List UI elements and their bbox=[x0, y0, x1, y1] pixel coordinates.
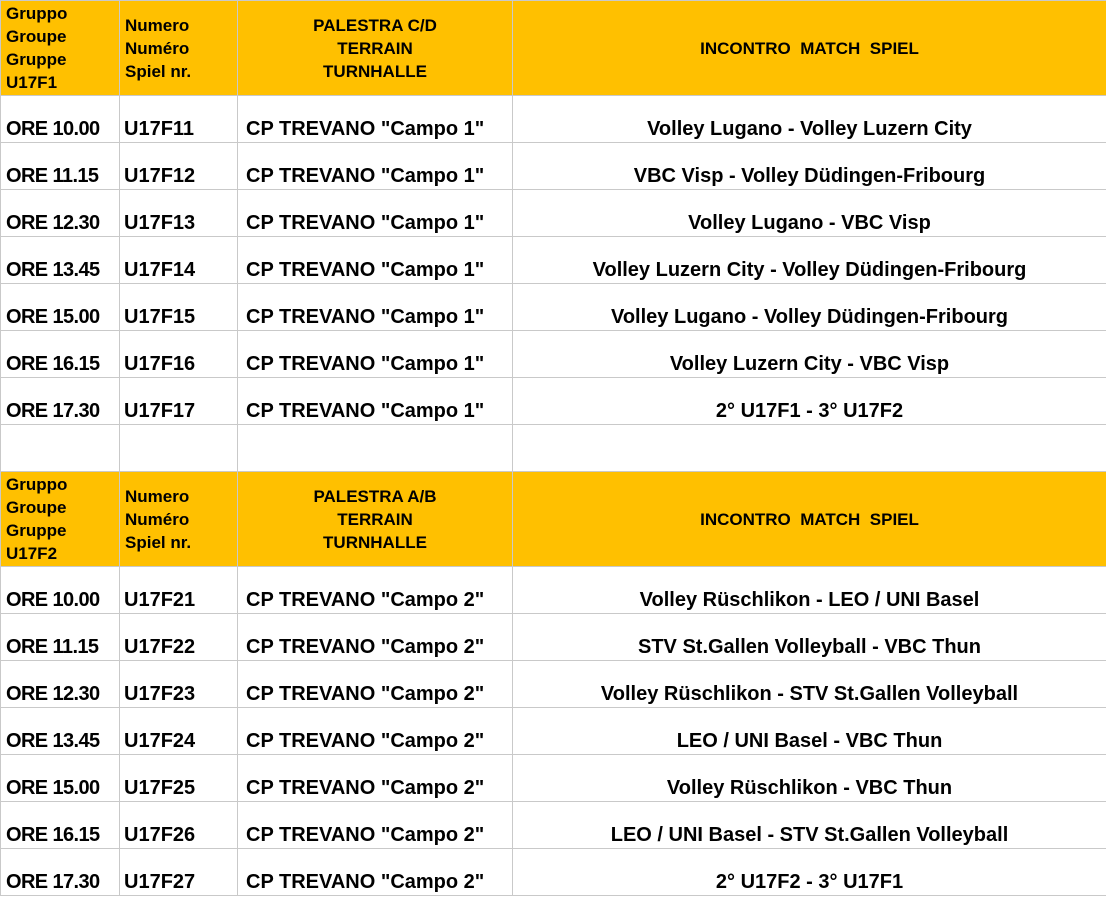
table-row bbox=[1, 614, 1106, 661]
match-cell: VBC Visp - Volley Düdingen-Fribourg bbox=[513, 143, 1106, 190]
table-row bbox=[1, 284, 1106, 331]
spacer-row bbox=[1, 425, 1106, 472]
group2-header-row bbox=[1, 472, 1106, 567]
match-cell: STV St.Gallen Volleyball - VBC Thun bbox=[513, 614, 1106, 661]
match-cell: Volley Lugano - VBC Visp bbox=[513, 190, 1106, 237]
time-cell: ORE 13.45 bbox=[1, 708, 120, 755]
time-cell: ORE 15.00 bbox=[1, 755, 120, 802]
match-number-cell: U17F27 bbox=[120, 849, 238, 896]
match-cell: Volley Rüschlikon - VBC Thun bbox=[513, 755, 1106, 802]
venue-header-cell: PALESTRA C/D TERRAIN TURNHALLE bbox=[238, 1, 513, 96]
group1-header-row bbox=[1, 1, 1106, 96]
match-number-cell: U17F24 bbox=[120, 708, 238, 755]
venue-cell: CP TREVANO "Campo 2" bbox=[238, 849, 513, 896]
match-cell: 2° U17F2 - 3° U17F1 bbox=[513, 849, 1106, 896]
time-cell: ORE 16.15 bbox=[1, 802, 120, 849]
venue-cell: CP TREVANO "Campo 2" bbox=[238, 661, 513, 708]
time-cell: ORE 16.15 bbox=[1, 331, 120, 378]
venue-cell: CP TREVANO "Campo 1" bbox=[238, 331, 513, 378]
match-number-cell: U17F17 bbox=[120, 378, 238, 425]
time-cell: ORE 10.00 bbox=[1, 96, 120, 143]
venue-cell: CP TREVANO "Campo 1" bbox=[238, 143, 513, 190]
match-number-cell: U17F11 bbox=[120, 96, 238, 143]
match-cell: LEO / UNI Basel - VBC Thun bbox=[513, 708, 1106, 755]
table-row bbox=[1, 143, 1106, 190]
match-header-cell: INCONTRO MATCH SPIEL bbox=[513, 472, 1106, 567]
venue-cell: CP TREVANO "Campo 2" bbox=[238, 802, 513, 849]
time-cell: ORE 17.30 bbox=[1, 378, 120, 425]
venue-cell: CP TREVANO "Campo 1" bbox=[238, 190, 513, 237]
venue-cell: CP TREVANO "Campo 1" bbox=[238, 378, 513, 425]
venue-cell: CP TREVANO "Campo 1" bbox=[238, 284, 513, 331]
match-number-cell: U17F23 bbox=[120, 661, 238, 708]
match-number-cell: U17F25 bbox=[120, 755, 238, 802]
table-row bbox=[1, 755, 1106, 802]
group2-rows bbox=[1, 567, 1106, 896]
group-header-cell: Gruppo Groupe Gruppe U17F2 bbox=[1, 472, 120, 567]
venue-cell: CP TREVANO "Campo 2" bbox=[238, 755, 513, 802]
venue-cell: CP TREVANO "Campo 1" bbox=[238, 96, 513, 143]
match-cell: Volley Luzern City - VBC Visp bbox=[513, 331, 1106, 378]
table-row bbox=[1, 708, 1106, 755]
table-row bbox=[1, 849, 1106, 896]
match-number-cell: U17F14 bbox=[120, 237, 238, 284]
match-cell: Volley Rüschlikon - LEO / UNI Basel bbox=[513, 567, 1106, 614]
table-row bbox=[1, 802, 1106, 849]
time-cell: ORE 17.30 bbox=[1, 849, 120, 896]
table-row bbox=[1, 378, 1106, 425]
venue-header-cell: PALESTRA A/B TERRAIN TURNHALLE bbox=[238, 472, 513, 567]
table-row bbox=[1, 331, 1106, 378]
match-cell: Volley Luzern City - Volley Düdingen-Fribourg bbox=[513, 237, 1106, 284]
venue-cell: CP TREVANO "Campo 2" bbox=[238, 708, 513, 755]
venue-cell: CP TREVANO "Campo 2" bbox=[238, 567, 513, 614]
match-number-cell: U17F16 bbox=[120, 331, 238, 378]
number-header-cell: Numero Numéro Spiel nr. bbox=[120, 1, 238, 96]
table-row bbox=[1, 96, 1106, 143]
match-cell: Volley Rüschlikon - STV St.Gallen Volleyball bbox=[513, 661, 1106, 708]
match-number-cell: U17F12 bbox=[120, 143, 238, 190]
match-number-cell: U17F13 bbox=[120, 190, 238, 237]
time-cell: ORE 11.15 bbox=[1, 143, 120, 190]
match-cell: 2° U17F1 - 3° U17F2 bbox=[513, 378, 1106, 425]
venue-cell: CP TREVANO "Campo 1" bbox=[238, 237, 513, 284]
number-header-cell: Numero Numéro Spiel nr. bbox=[120, 472, 238, 567]
time-cell: ORE 12.30 bbox=[1, 190, 120, 237]
table-row bbox=[1, 661, 1106, 708]
time-cell: ORE 15.00 bbox=[1, 284, 120, 331]
table-row bbox=[1, 190, 1106, 237]
table-row bbox=[1, 567, 1106, 614]
match-number-cell: U17F26 bbox=[120, 802, 238, 849]
match-number-cell: U17F21 bbox=[120, 567, 238, 614]
time-cell: ORE 13.45 bbox=[1, 237, 120, 284]
match-cell: Volley Lugano - Volley Düdingen-Fribourg bbox=[513, 284, 1106, 331]
table-row bbox=[1, 237, 1106, 284]
match-number-cell: U17F15 bbox=[120, 284, 238, 331]
time-cell: ORE 12.30 bbox=[1, 661, 120, 708]
time-cell: ORE 10.00 bbox=[1, 567, 120, 614]
match-header-cell: INCONTRO MATCH SPIEL bbox=[513, 1, 1106, 96]
group1-rows bbox=[1, 96, 1106, 425]
match-cell: Volley Lugano - Volley Luzern City bbox=[513, 96, 1106, 143]
match-number-cell: U17F22 bbox=[120, 614, 238, 661]
group-header-cell: Gruppo Groupe Gruppe U17F1 bbox=[1, 1, 120, 96]
time-cell: ORE 11.15 bbox=[1, 614, 120, 661]
match-cell: LEO / UNI Basel - STV St.Gallen Volleyball bbox=[513, 802, 1106, 849]
venue-cell: CP TREVANO "Campo 2" bbox=[238, 614, 513, 661]
